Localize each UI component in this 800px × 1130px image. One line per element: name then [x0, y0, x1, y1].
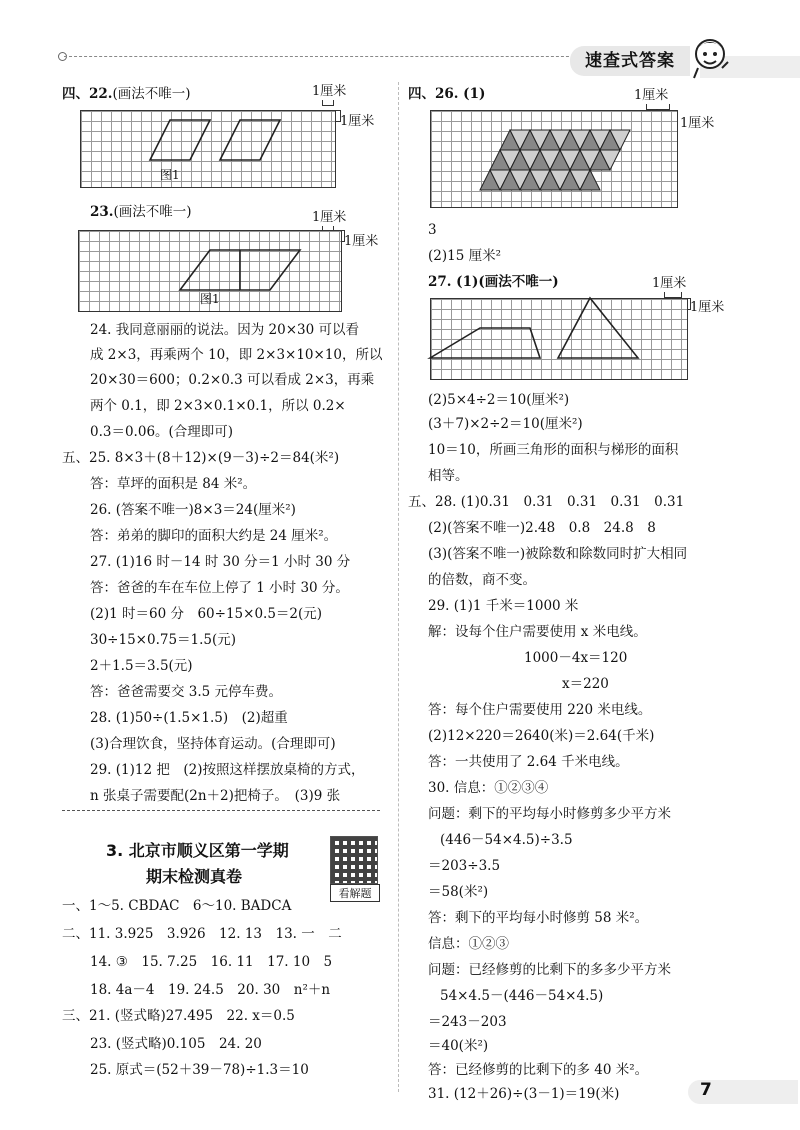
q22-unit-side: 1厘米 — [340, 114, 375, 129]
left-line-16: 28. (1)50÷(1.5×1.5) (2)超重 — [90, 710, 288, 726]
right-line-8: 的倍数，商不变。 — [428, 572, 536, 588]
q26-drawing — [430, 110, 676, 206]
header-rule — [64, 56, 584, 57]
left-line-17: (3)合理饮食，坚持体育运动。(合理即可) — [90, 736, 336, 752]
right-line-2: (3＋7)×2÷2＝10(厘米²) — [428, 416, 583, 432]
q22-label: 四、22.(画法不唯一) — [62, 86, 191, 102]
right-line-24: 54×4.5－(446－54×4.5) — [440, 988, 604, 1004]
right-line-3: 10＝10，所画三角形的面积与梯形的面积 — [428, 442, 679, 458]
left-line-2: 成 2×3，再乘两个 10，即 2×3×10×10，所以 — [90, 347, 383, 363]
ans-line-7: 25. 原式＝(52＋39－78)÷1.3＝10 — [90, 1062, 309, 1078]
left-line-19: n 张桌子需要配(2n＋2)把椅子。 (3)9 张 — [90, 788, 341, 804]
q26-below: 3 — [428, 222, 437, 238]
right-line-27: 答：已经修剪的比剩下的多 40 米²。 — [428, 1062, 649, 1078]
left-line-5: 0.3＝0.06。(合理即可) — [90, 424, 234, 440]
left-line-4: 两个 0.1，即 2×3×0.1×0.1，所以 0.2× — [90, 398, 346, 414]
left-line-1: 24. 我同意丽丽的说法。因为 20×30 可以看 — [90, 322, 360, 338]
left-line-9: 答：弟弟的脚印的面积大约是 24 厘米²。 — [90, 528, 338, 544]
left-line-10: 27. (1)16 时－14 时 30 分＝1 小时 30 分 — [90, 554, 351, 570]
ans-line-1: 一、1～5. CBDAC 6～10. BADCA — [62, 898, 292, 914]
left-line-13: 30÷15×0.75＝1.5(元) — [90, 632, 237, 648]
left-line-11: 答：爸爸的车在车位上停了 1 小时 30 分。 — [90, 580, 349, 596]
section-divider — [62, 810, 380, 811]
q26-unit-side: 1厘米 — [680, 116, 715, 131]
left-line-8: 26. (答案不唯一)8×3＝24(厘米²) — [90, 502, 296, 518]
q23-unit-top: 1厘米 — [312, 210, 347, 225]
right-line-21: 答：剩下的平均每小时修剪 58 米²。 — [428, 910, 649, 926]
right-line-6: (2)(答案不唯一)2.48 0.8 24.8 8 — [428, 520, 656, 536]
q22-drawing — [80, 110, 334, 186]
right-line-5: 五、28. (1)0.31 0.31 0.31 0.31 0.31 — [408, 494, 685, 510]
right-line-16: 30. 信息：①②③④ — [428, 780, 549, 796]
right-line-12: x＝220 — [562, 676, 609, 692]
right-line-15: 答：一共使用了 2.64 千米电线。 — [428, 754, 629, 770]
right-line-4: 相等。 — [428, 468, 469, 484]
left-line-7: 答：草坪的面积是 84 米²。 — [90, 476, 257, 492]
right-line-7: (3)(答案不唯一)被除数和除数同时扩大相同 — [428, 546, 688, 562]
right-line-26: ＝40(米²) — [428, 1038, 489, 1054]
qr-code-icon[interactable] — [330, 836, 378, 884]
q27-label: 27. (1)(画法不唯一) — [428, 274, 559, 290]
right-line-19: ＝203÷3.5 — [428, 858, 501, 874]
left-line-15: 答：爸爸需要交 3.5 元停车费。 — [90, 684, 283, 700]
section-title-1: 3. 北京市顺义区第一学期 — [106, 841, 289, 860]
right-line-11: 1000－4x＝120 — [524, 650, 628, 666]
cartoon-kid-icon — [690, 34, 730, 80]
right-line-10: 解：设每个住户需要使用 x 米电线。 — [428, 624, 647, 640]
right-line-9: 29. (1)1 千米＝1000 米 — [428, 598, 579, 614]
qr-label: 看解题 — [330, 884, 380, 902]
page-number-tab — [688, 1080, 798, 1104]
header-title: 速查式答案 — [570, 46, 690, 76]
q27-drawing — [430, 298, 686, 378]
q22-unit-bracket — [322, 100, 334, 106]
q22-fig-label: 图1 — [160, 168, 180, 182]
q26-label: 四、26. (1) — [408, 86, 486, 102]
ans-line-2: 二、11. 3.925 3.926 12. 13 13. 一 二 — [62, 926, 342, 942]
q23-unit-side: 1厘米 — [344, 234, 379, 249]
right-line-23: 问题：已经修剪的比剩下的多多少平方米 — [428, 962, 671, 978]
right-line-20: ＝58(米²) — [428, 884, 489, 900]
right-line-17: 问题：剩下的平均每小时修剪多少平方米 — [428, 806, 671, 822]
q22-unit-top: 1厘米 — [312, 84, 347, 99]
ans-line-6: 23. (竖式略)0.105 24. 20 — [90, 1036, 262, 1052]
right-line-13: 答：每个住户需要使用 220 米电线。 — [428, 702, 652, 718]
ans-line-4: 18. 4a－4 19. 24.5 20. 30 n²＋n — [90, 982, 331, 998]
q26-ans2: (2)15 厘米² — [428, 248, 502, 264]
right-line-1: (2)5×4÷2＝10(厘米²) — [428, 392, 570, 408]
q22-unit-vbracket — [336, 110, 341, 122]
right-line-18: (446－54×4.5)÷3.5 — [440, 832, 573, 848]
right-line-25: ＝243－203 — [428, 1014, 507, 1030]
q27-unit-top: 1厘米 — [652, 276, 687, 291]
left-line-14: 2＋1.5＝3.5(元) — [90, 658, 193, 674]
column-divider — [398, 82, 399, 1092]
q27-unit-side: 1厘米 — [690, 300, 725, 315]
left-line-3: 20×30＝600；0.2×0.3 可以看成 2×3，再乘 — [90, 372, 375, 388]
left-line-6: 五、25. 8×3＋(8＋12)×(9－3)÷2＝84(米²) — [62, 450, 340, 466]
ans-line-3: 14. ③ 15. 7.25 16. 11 17. 10 5 — [90, 954, 333, 970]
right-line-28: 31. (12＋26)÷(3－1)＝19(米) — [428, 1086, 620, 1102]
left-line-12: (2)1 时＝60 分 60÷15×0.5＝2(元) — [90, 606, 323, 622]
section-title-2: 期末检测真卷 — [146, 867, 243, 886]
q23-fig-label: 图1 — [200, 292, 220, 306]
ans-line-5: 三、21. (竖式略)27.495 22. x＝0.5 — [62, 1008, 295, 1024]
right-line-14: (2)12×220＝2640(米)＝2.64(千米) — [428, 728, 655, 744]
left-line-18: 29. (1)12 把 (2)按照这样摆放桌椅的方式， — [90, 762, 365, 778]
q23-label: 23.(画法不唯一) — [90, 204, 192, 220]
right-line-22: 信息：①②③ — [428, 936, 509, 952]
page-number: 7 — [700, 1080, 712, 1100]
q26-unit-top: 1厘米 — [634, 88, 669, 103]
